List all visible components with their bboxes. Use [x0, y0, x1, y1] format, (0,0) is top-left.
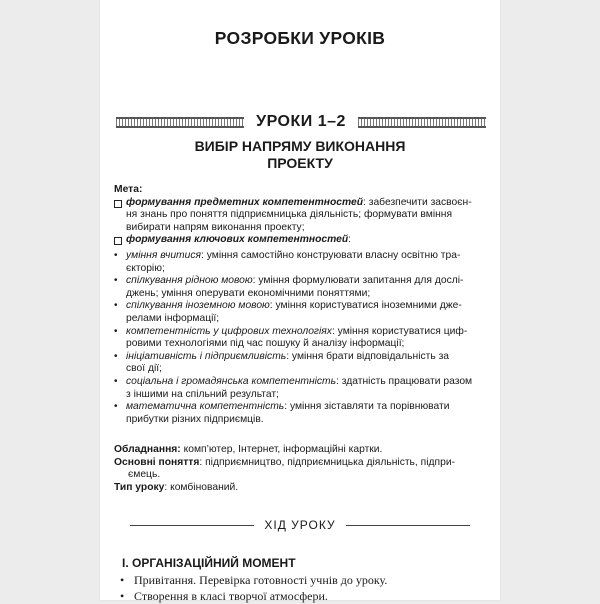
- bullet-icon: •: [120, 573, 125, 587]
- competence-text-line-2: релами інформації;: [126, 312, 220, 324]
- lesson-meta: [114, 444, 486, 494]
- checkbox-icon: [114, 234, 126, 250]
- competence-text-line-2: єкторію;: [126, 262, 165, 274]
- competence-text: : уміння формулювати запитання для дослі-: [252, 275, 464, 287]
- section-1-list: [120, 572, 490, 604]
- bullet-icon: •: [114, 375, 118, 387]
- competence-item: [114, 250, 486, 275]
- lesson-type-label: Тип уроку: [114, 481, 165, 493]
- competence-item: [114, 300, 486, 325]
- competence-head: математична компетентність: [126, 401, 285, 413]
- lesson-number: УРОКИ 1–2: [256, 113, 346, 130]
- equipment-value: комп’ютер, Інтернет, інформаційні картки.: [180, 444, 383, 455]
- divider-rule-left: [130, 525, 254, 526]
- competence-text: : уміння зіставляти та порівнювати: [284, 401, 450, 413]
- competence-head: компетентність у цифрових технологіях: [126, 325, 332, 337]
- bullet-icon: •: [114, 350, 118, 362]
- goals-label: Мета:: [114, 184, 143, 195]
- competence-head: уміння вчитися: [126, 249, 201, 261]
- competence-text: : уміння користуватися іноземними дже-: [269, 300, 462, 312]
- competence-text-line-2: ровими технологіями під час пошуку й аналізу інформації;: [126, 338, 405, 350]
- key-competence-head: формування ключових компетентностей: [126, 234, 349, 246]
- lesson-title-line-2: ПРОЕКТУ: [267, 155, 333, 171]
- competence-text-line-2: свої дії;: [126, 363, 162, 375]
- competence-head: ініціативність і підприємливість: [126, 350, 287, 362]
- bullet-icon: •: [114, 401, 118, 413]
- competence-item: [114, 401, 486, 426]
- subject-competence-line-2: ня знань про поняття підприємницька діяльність; формувати вміння: [126, 209, 453, 221]
- banner-left-bar: [116, 117, 244, 128]
- competence-item: [114, 351, 486, 376]
- list-item: [120, 588, 490, 604]
- lesson-banner: [116, 110, 486, 134]
- key-competence-tail: :: [348, 234, 352, 246]
- competence-head: спілкування рідною мовою: [126, 275, 253, 287]
- subject-competence-text: : забезпечити засвоєн-: [363, 196, 472, 208]
- lesson-type-value: : комбінований.: [164, 481, 239, 493]
- lesson-title: [100, 138, 500, 172]
- concepts-value-line-2: ємець.: [128, 469, 161, 481]
- bullet-icon: •: [114, 300, 118, 312]
- subject-competence-item: [114, 197, 486, 235]
- checkbox-icon: [114, 197, 126, 213]
- competence-text: : уміння самостійно конструювати власну освітню тра-: [201, 249, 461, 261]
- equipment-row: [114, 444, 486, 457]
- list-item-text: Привітання. Перевірка готовності учнів до уроку.: [134, 573, 388, 587]
- bullet-icon: •: [114, 275, 118, 287]
- progress-divider-label: ХІД УРОКУ: [264, 518, 336, 532]
- subject-competence-line-3: вибирати напрям виконання проекту;: [126, 221, 305, 233]
- equipment-label: Обладнання:: [114, 444, 181, 455]
- competence-text-line-2: прибутки різних підприємців.: [126, 413, 264, 425]
- page-title: РОЗРОБКИ УРОКІВ: [214, 28, 386, 48]
- concepts-row: [114, 457, 486, 482]
- competence-item: [114, 326, 486, 351]
- list-item-text: Створення в класі творчої атмосфери.: [134, 589, 328, 603]
- competence-text: : здатність працювати разом: [336, 375, 473, 387]
- section-title: І. ОРГАНІЗАЦІЙНИЙ МОМЕНТ: [122, 556, 296, 570]
- bullet-icon: •: [120, 589, 125, 603]
- subject-competence-head: формування предметних компетентностей: [126, 196, 363, 208]
- bullet-icon: •: [114, 249, 118, 261]
- concepts-value: : підприємництво, підприємницька діяльність, підпри-: [199, 456, 455, 468]
- banner-right-bar: [358, 117, 486, 128]
- competence-text: : уміння користуватися циф-: [331, 325, 468, 337]
- competence-text-line-2: з іншими на спільний результат;: [126, 388, 279, 400]
- competence-head: спілкування іноземною мовою: [126, 300, 270, 312]
- bullet-icon: •: [114, 325, 118, 337]
- competence-list: [114, 250, 486, 426]
- progress-divider: [130, 517, 470, 533]
- competence-item: [114, 376, 486, 401]
- competence-text: : уміння брати відповідальність за: [286, 350, 450, 362]
- competence-item: [114, 275, 486, 300]
- competence-text-line-2: джень; уміння оперувати економічними поняттями;: [126, 287, 371, 299]
- competence-head: соціальна і громадянська компетентність: [126, 375, 337, 387]
- document-page: [100, 0, 500, 603]
- divider-rule-right: [346, 525, 470, 526]
- lesson-type-row: [114, 482, 486, 495]
- lesson-goals: [114, 184, 486, 426]
- key-competence-item: [114, 234, 486, 250]
- concepts-label: Основні поняття: [114, 456, 200, 468]
- list-item: [120, 572, 490, 588]
- lesson-title-line-1: ВИБІР НАПРЯМУ ВИКОНАННЯ: [194, 138, 406, 154]
